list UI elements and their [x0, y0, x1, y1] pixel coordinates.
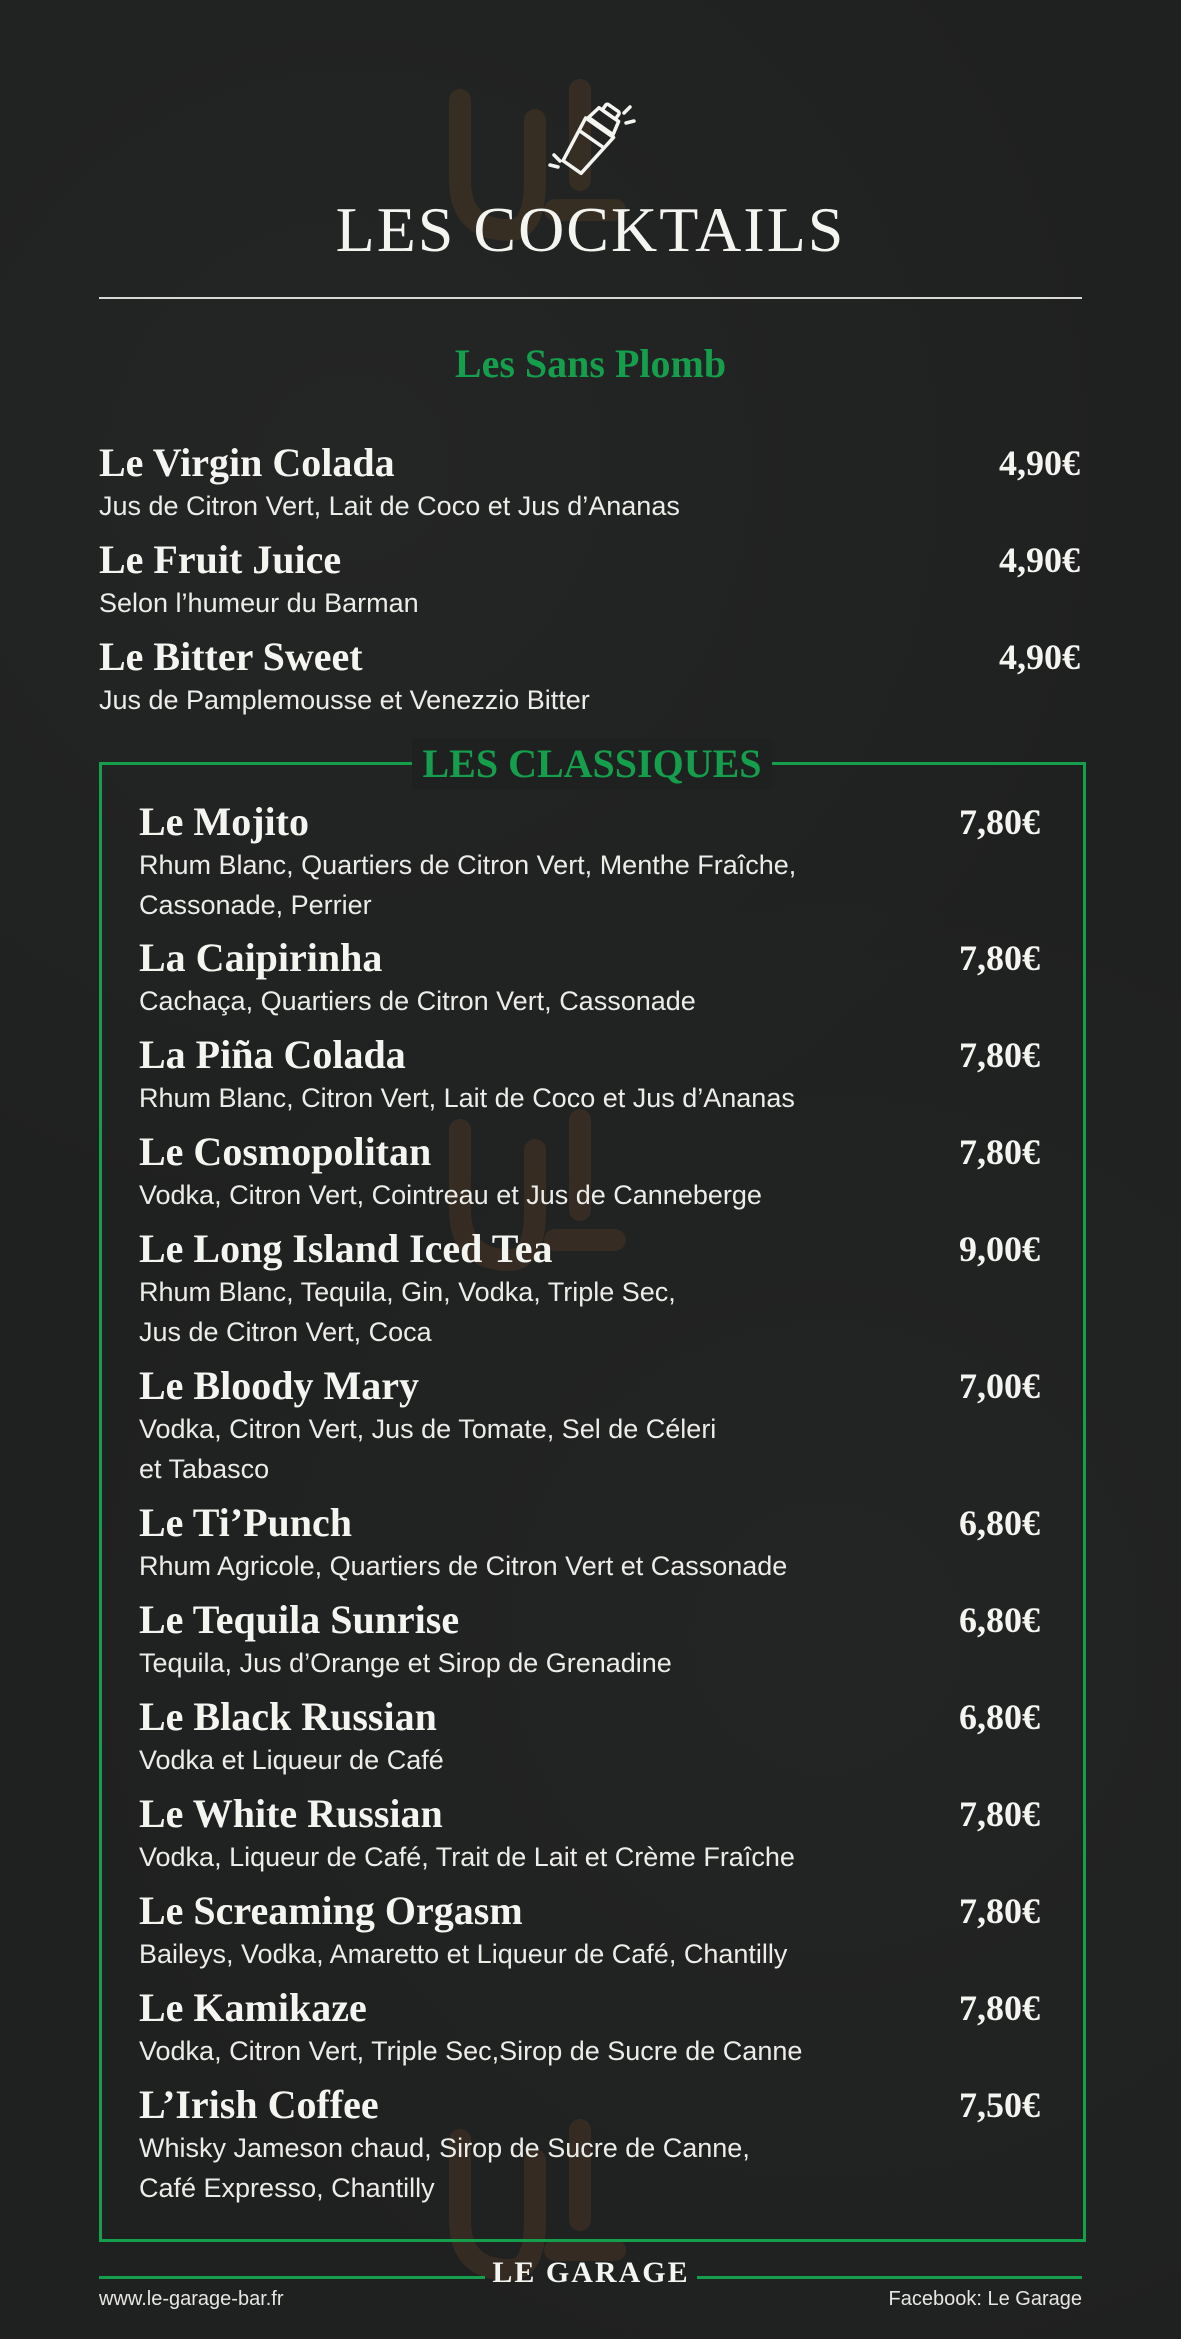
- menu-item-text: [139, 1363, 716, 1489]
- menu-item-name: Le Bitter Sweet: [99, 634, 363, 679]
- menu-item: [139, 935, 1040, 1021]
- menu-item-price: 6,80€: [959, 1697, 1040, 1737]
- menu-item: [139, 1226, 1040, 1352]
- menu-item-description: Vodka, Citron Vert, Jus de Tomate, Sel de Céleri: [139, 1414, 717, 1444]
- menu-item-text: [139, 1032, 795, 1118]
- menu-item-price: 6,80€: [959, 1600, 1040, 1640]
- menu-item-description: Jus de Pamplemousse et Venezzio Bitter: [99, 685, 590, 715]
- menu-item: [139, 1597, 1040, 1683]
- menu-item-name: L’Irish Coffee: [139, 2082, 379, 2127]
- menu-item: [139, 2082, 1040, 2208]
- menu-item-text: [139, 1129, 762, 1215]
- menu-item-name: Le Kamikaze: [139, 1985, 367, 2030]
- menu-item-price: 7,80€: [959, 1035, 1040, 1075]
- menu-item-text: [139, 935, 696, 1021]
- page-title: LES COCKTAILS: [335, 194, 846, 265]
- cocktail-shaker-icon: [546, 95, 636, 185]
- menu-item-name: Le Bloody Mary: [139, 1363, 419, 1408]
- header-divider: [99, 297, 1082, 299]
- menu-item: [139, 1791, 1040, 1877]
- menu-item: [139, 1694, 1040, 1780]
- footer-line-right: [697, 2276, 1082, 2279]
- menu-item-name: Le Tequila Sunrise: [139, 1597, 460, 1642]
- menu-item-text: [139, 1694, 444, 1780]
- menu-item-price: 9,00€: [959, 1229, 1040, 1269]
- menu-item-text: [99, 537, 419, 623]
- menu-item-name: Le Mojito: [139, 799, 309, 844]
- menu-item-price: 7,80€: [959, 938, 1040, 978]
- menu-item-description: Vodka et Liqueur de Café: [139, 1745, 444, 1775]
- menu-item: [139, 799, 1040, 925]
- menu-item-description: Baileys, Vodka, Amaretto et Liqueur de Café, Chantilly: [139, 1939, 788, 1969]
- menu-item-description: Rhum Blanc, Citron Vert, Lait de Coco et Jus d’Ananas: [139, 1083, 795, 1113]
- menu-item-price: 7,50€: [959, 2085, 1040, 2125]
- menu-item-description: Cassonade, Perrier: [139, 890, 372, 920]
- footer-facebook: Facebook: Le Garage: [888, 2288, 1082, 2310]
- menu-item: [99, 440, 1080, 526]
- menu-item-text: [99, 634, 590, 720]
- menu-item-description: Selon l’humeur du Barman: [99, 588, 419, 618]
- menu-item-description: Whisky Jameson chaud, Sirop de Sucre de Canne,: [139, 2133, 750, 2163]
- menu-item-description: Rhum Blanc, Quartiers de Citron Vert, Menthe Fraîche,: [139, 850, 797, 880]
- menu-item-price: 7,80€: [959, 802, 1040, 842]
- menu-item-text: [139, 799, 796, 925]
- menu-item-price: 4,90€: [999, 637, 1080, 677]
- menu-item-name: Le White Russian: [139, 1791, 443, 1836]
- menu-item-name: Le Cosmopolitan: [139, 1129, 432, 1174]
- menu-item-name: Le Screaming Orgasm: [139, 1888, 523, 1933]
- menu-item: [139, 1129, 1040, 1215]
- menu-item-price: 6,80€: [959, 1503, 1040, 1543]
- menu-item-text: [139, 1791, 795, 1877]
- menu-item-price: 7,80€: [959, 1132, 1040, 1172]
- menu-item: [99, 634, 1080, 720]
- menu-item-description: Rhum Agricole, Quartiers de Citron Vert et Cassonade: [139, 1551, 788, 1581]
- menu-item-price: 7,80€: [959, 1988, 1040, 2028]
- menu-item-price: 4,90€: [999, 443, 1080, 483]
- menu-item: [139, 1032, 1040, 1118]
- menu-item-name: Le Virgin Colada: [99, 440, 395, 485]
- menu-item-price: 7,80€: [959, 1794, 1040, 1834]
- menu-item-text: [139, 2082, 750, 2208]
- menu-item-name: Le Black Russian: [139, 1694, 437, 1739]
- menu-header: [0, 95, 1181, 265]
- menu-item: [139, 1985, 1040, 2071]
- menu-item-text: [139, 1888, 787, 1974]
- menu-item-description: Vodka, Citron Vert, Triple Sec,Sirop de Sucre de Canne: [139, 2036, 803, 2066]
- section-title-sans-plomb: Les Sans Plomb: [454, 341, 727, 386]
- menu-item-name: Le Long Island Iced Tea: [139, 1226, 553, 1271]
- menu-item-name: La Caipirinha: [139, 935, 383, 980]
- menu-item-text: [139, 1226, 676, 1352]
- menu-item-description: Vodka, Liqueur de Café, Trait de Lait et Crème Fraîche: [139, 1842, 795, 1872]
- menu-item: [139, 1888, 1040, 1974]
- menu-item-text: [139, 1500, 787, 1586]
- menu-item-price: 7,80€: [959, 1891, 1040, 1931]
- menu-item-price: 4,90€: [999, 540, 1080, 580]
- menu-item-description: Jus de Citron Vert, Coca: [139, 1317, 432, 1347]
- footer-website: www.le-garage-bar.fr: [99, 2288, 284, 2310]
- menu-item-name: La Piña Colada: [139, 1032, 406, 1077]
- menu-item: [139, 1363, 1040, 1489]
- menu-item-description: Vodka, Citron Vert, Cointreau et Jus de Canneberge: [139, 1180, 762, 1210]
- menu-item-description: Rhum Blanc, Tequila, Gin, Vodka, Triple Sec,: [139, 1277, 676, 1307]
- section-title-classiques: LES CLASSIQUES: [412, 738, 772, 790]
- menu-item-description: Cachaça, Quartiers de Citron Vert, Cassonade: [139, 986, 696, 1016]
- menu-item-price: 7,00€: [959, 1366, 1040, 1406]
- menu-item-description: Café Expresso, Chantilly: [139, 2173, 435, 2203]
- footer-line-left: [99, 2276, 485, 2279]
- menu-item-name: Le Ti’Punch: [139, 1500, 353, 1545]
- footer-brand: LE GARAGE: [492, 2256, 690, 2289]
- menu-item-text: [139, 1985, 802, 2071]
- menu-item-description: Jus de Citron Vert, Lait de Coco et Jus d’Ananas: [99, 491, 680, 521]
- menu-item-text: [139, 1597, 672, 1683]
- menu-item-text: [99, 440, 680, 526]
- menu-item-description: et Tabasco: [139, 1454, 270, 1484]
- menu-item-description: Tequila, Jus d’Orange et Sirop de Grenadine: [139, 1648, 672, 1678]
- menu-item-name: Le Fruit Juice: [99, 537, 342, 582]
- menu-item: [139, 1500, 1040, 1586]
- menu-item: [99, 537, 1080, 623]
